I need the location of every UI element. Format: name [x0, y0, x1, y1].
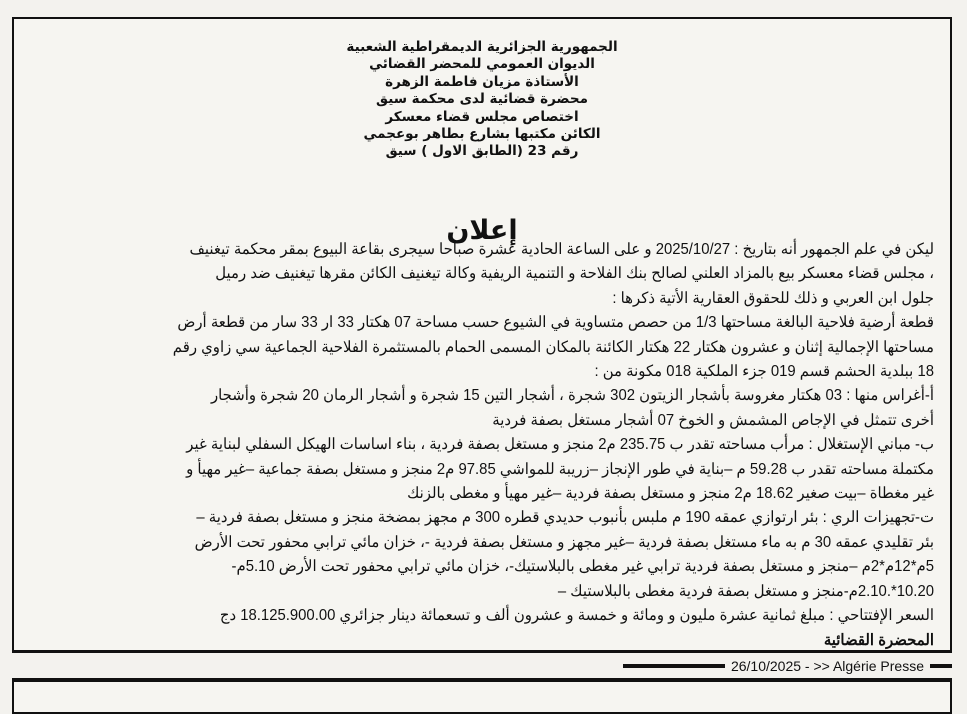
footer-rule [623, 664, 725, 668]
body-line: بئر تقليدي عمقه 30 م به ماء مستغل بصفة فردية –غير مجهز و مستغل بصفة فردية -، خزان مائي ترابي محفور تحت الأرض [194, 533, 934, 551]
body-line: السعر الإفتتاحي : مبلغ ثمانية عشرة مليون و ومائة و خمسة و عشرون ألف و تسعمائة دينار جزائري 18.125.900.00 دج [219, 607, 934, 625]
body-line: جلول ابن العربي و ذلك للحقوق العقارية الأتية ذكرها : [612, 289, 934, 307]
footer-source: 26/10/2025 - >> Algérie Presse [730, 658, 924, 674]
header-line: الأستاذة مزيان فاطمة الزهرة [385, 73, 579, 90]
header-line: الجمهورية الجزائرية الديمقراطية الشعبية [346, 39, 618, 55]
signature: المحضرة القضائية [823, 631, 934, 649]
footer-rule [930, 664, 952, 668]
header-line: رقم 23 (الطابق الاول ) سيق [385, 143, 579, 160]
body-line: قطعة أرضية فلاحية البالغة مساحتها 1/3 من حصص متساوية في الشيوع حسب مساحة 07 هكتار 33 ار 33 سار من قطعة أرض [177, 314, 934, 332]
body-line: أخرى تتمثل في الإجاص المشمش و الخوخ 07 أشجار مستغل بصفة فردية [492, 411, 934, 429]
body-line: 18 ببلدية الحشم قسم 019 جزء الملكية 018 مكونة من : [594, 363, 934, 381]
notice-title: إعلان [446, 215, 518, 246]
header-line: اختصاص مجلس قضاء معسكر [385, 108, 579, 125]
body-line: غير مغطاة –بيت صغير 18.62 م2 منجز و مستغل بصفة فردية –غير مهيأ و مغطى بالزنك [407, 485, 934, 503]
body-line: ليكن في علم الجمهور أنه بتاريخ : 2025/10/27 و على الساعة الحادية عشرة صباحا سيجرى بقاعة البيوع بمقر محكمة تيغنيف [189, 241, 934, 258]
publication-footer [623, 657, 952, 675]
legal-notice-box [12, 17, 952, 653]
body-line: مكتملة مساحته تقدر ب 59.28 م –بناية في طور الإنجاز –زريبة للمواشي 97.85 م2 منجز و مستغل بصفة جماعية –غير مهيأ و [186, 460, 934, 478]
body-line: 5م*12م*2م –منجز و مستغل بصفة فردية ترابي غير مغطى بالبلاستيك-، خزان مائي ترابي محفور تحت الأرض 5.10م- [231, 558, 934, 576]
body-line: أ-أغراس منها : 03 هكتار مغروسة بأشجار الزيتون 302 شجرة ، أشجار التين 15 شجرة و أشجار الرمان 20 شجرة وأشجار [210, 387, 934, 405]
header-line: الديوان العمومي للمحضر القضائي [369, 56, 595, 73]
header-line: الكائن مكتبها بشارع بطاهر بوعجمي [363, 126, 601, 143]
header-line: محضرة قضائية لدى محكمة سيق [376, 91, 588, 108]
body-line: ب- مباني الإستغلال : مرأب مساحته تقدر ب 235.75 م2 منجز و مستغل بصفة فردية ، بناء اساسات الهيكل السفلي لبناية غير [186, 436, 934, 454]
body-line: مساحتها الإجمالية إثنان و عشرون هكتار 22 هكتار الكائنة بالمكان المسمى الحمام بالمستثمرة الفلاحية الجماعية سي زاوي رقم [172, 338, 934, 356]
notice-header [14, 39, 950, 161]
next-notice-box [12, 678, 952, 714]
body-line: ت-تجهيزات الري : بئر ارتوازي عمقه 190 م ملبس بأنبوب حديدي قطره 300 م مجهز بمضخة منجز و مستغل بصفة فردية – [196, 509, 934, 527]
body-line: 10.20*.2.10م-منجز و مستغل بصفة فردية مغطى بالبلاستيك – [557, 582, 934, 600]
body-line: ، مجلس قضاء معسكر بيع بالمزاد العلني لصالح بنك الفلاحة و التنمية الريفية وكالة تيغنيف الكائن مقرها تيغنيف ضد رميل [215, 265, 934, 283]
notice-body [30, 238, 934, 653]
